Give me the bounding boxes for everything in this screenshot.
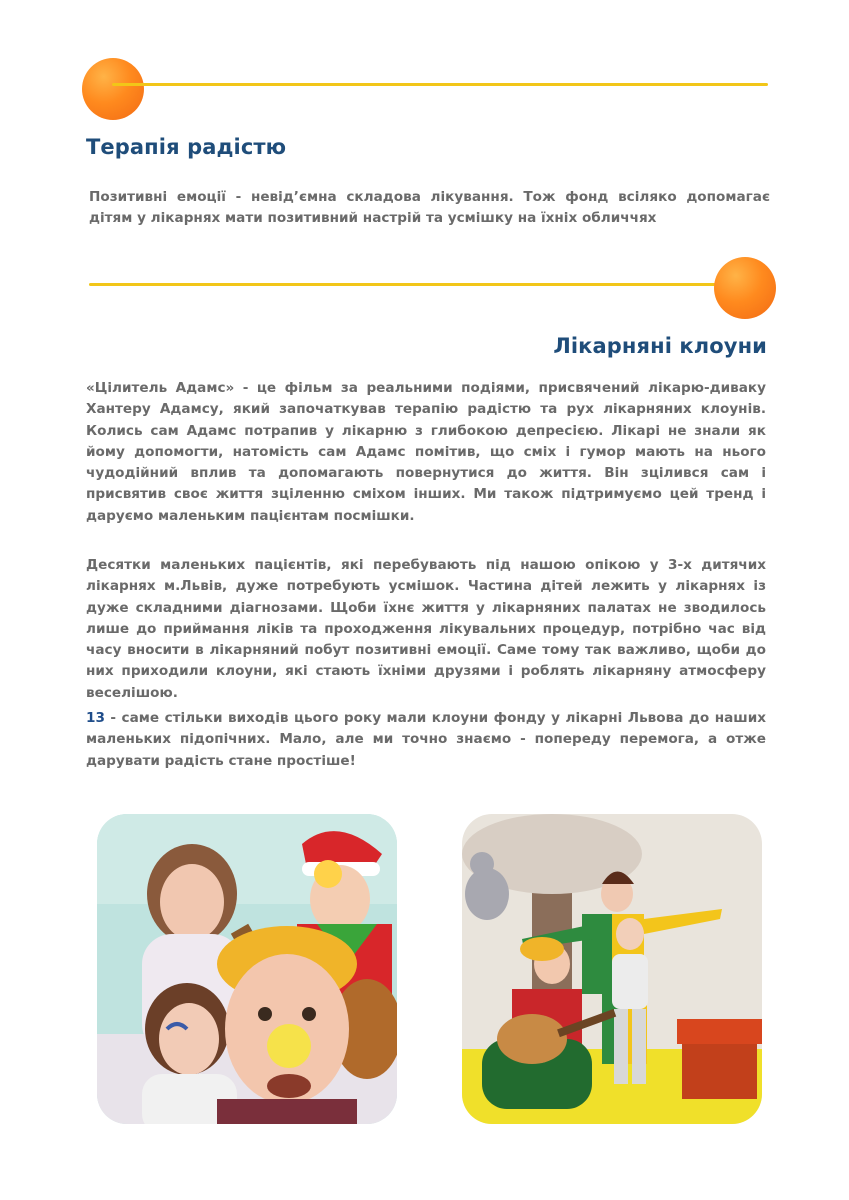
section-intro-text: Позитивні емоції - невід’ємна складова лікування. Тож фонд всіляко допомагає дітям у лікарнях мати позитивний настрій та усмішку на їхніх обличчях [89, 189, 770, 227]
paragraph-visits [86, 708, 766, 772]
orange-circle-decoration [714, 257, 776, 319]
divider-line [89, 283, 749, 286]
photo-clowns-playroom-illustration [462, 814, 762, 1124]
photo-clowns-selfie [97, 814, 397, 1124]
visits-text: - саме стільки виходів цього року мали клоуни фонду у лікарні Львова до наших маленьких підопічних. Мало, але ми точно знаємо - попереду перемога, а отже дарувати радість стане простіше! [86, 710, 766, 769]
orange-circle-decoration [82, 58, 144, 120]
section-title-therapy: Терапія радістю [86, 135, 287, 159]
paragraph-adams: «Цілитель Адамс» - це фільм за реальними подіями, присвячений лікарю-диваку Хантеру Адамсу, який започаткував терапію радістю та рух лікарняних клоунів. Колись сам Адамс потрапив у лікарню з глибокою депресією. Лікарі не знали як йому допомогти, натомість сам Адамс помітив, що сміх і гумор мають на нього чудодійний вплив та допомагають повернутися до життя. Він зцілився сам і присвятив своє життя зціленню сміхом інших. Ми також підтримуємо цей тренд і даруємо маленьким пацієнтам посмішки. [86, 380, 766, 524]
photo-clowns-selfie-illustration [97, 814, 397, 1124]
section-title-clowns: Лікарняні клоуни [553, 334, 767, 358]
paragraph-patients: Десятки маленьких пацієнтів, які перебувають під нашою опікою у 3-х дитячих лікарнях м.Львів, дуже потребують усмішок. Частина дітей лежить у лікарнях із дуже складними діагнозами. Щоби їхнє життя у лікарняних палатах не зводилось лише до приймання ліків та проходження лікувальних процедур, потрібно час від часу вносити в лікарняний побут позитивні емоції. Саме тому так важливо, щоби до них приходили клоуни, які стають їхніми друзями і роблять лікарняну атмосферу веселішою. [86, 557, 766, 701]
photo-clowns-playroom [462, 814, 762, 1124]
divider-line [112, 83, 768, 86]
visits-count: 13 [86, 710, 105, 726]
